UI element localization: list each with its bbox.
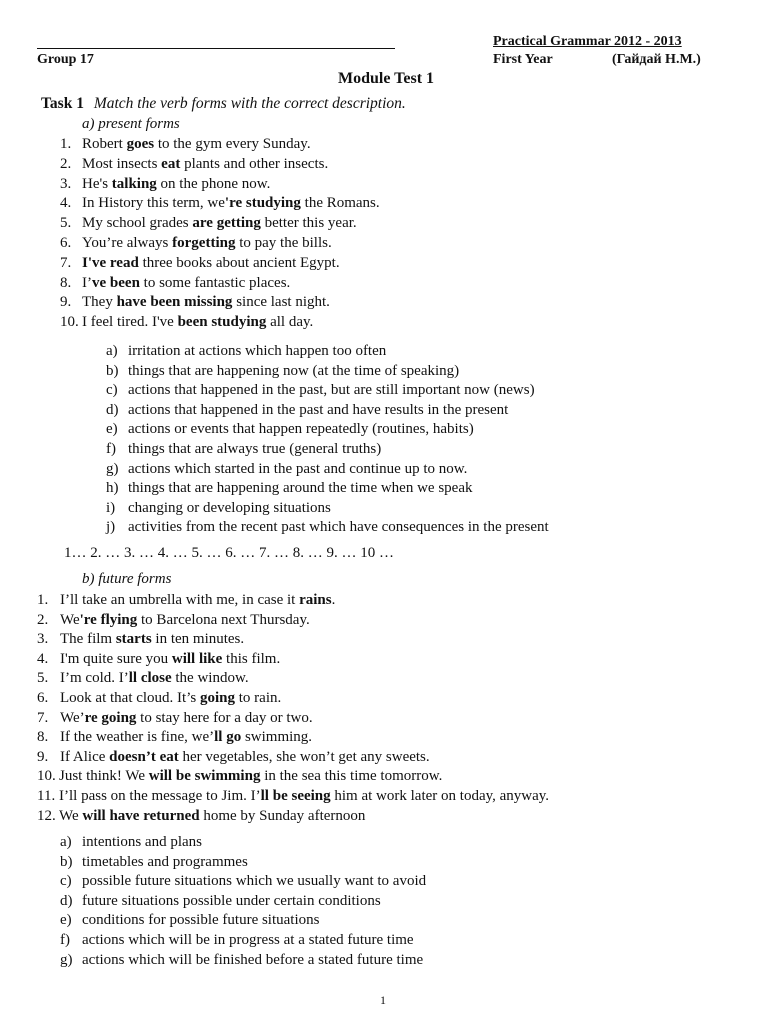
description-option — [106, 461, 467, 478]
answer-line: 1… 2. … 3. … 4. … 5. … 6. … 7. … 8. … 9. … 10 … — [64, 545, 394, 561]
option-text: timetables and programmes — [82, 853, 248, 870]
sentence-number: 2. — [60, 155, 72, 172]
sentence-verb-form: forgetting — [172, 235, 236, 251]
description-option — [106, 363, 459, 380]
option-letter: a) — [60, 834, 72, 850]
sentence-number: 9. — [37, 748, 49, 765]
sentence-text — [59, 768, 442, 785]
option-letter: j) — [106, 519, 116, 536]
sentence-number: 7. — [60, 254, 72, 271]
sentence-number: 5. — [37, 670, 49, 687]
sentence-verb-form: starts — [115, 631, 152, 648]
sentence-verb-form: ve been — [92, 274, 140, 291]
sentence-number: 11. — [37, 788, 56, 804]
description-option — [106, 500, 331, 517]
sentence-post: on the phone now. — [156, 175, 271, 192]
task-instruction: Match the verb forms with the correct description. — [93, 95, 406, 112]
sentence-post: her vegetables, she won’t get any sweets. — [178, 748, 430, 765]
description-option — [60, 912, 319, 929]
sentence-post: three books about ancient Egypt. — [138, 254, 340, 271]
description-option — [106, 343, 386, 360]
sentence-pre: In History this term, we — [82, 195, 225, 212]
option-letter: e) — [106, 421, 118, 438]
sentence-pre: If the weather is fine, we’ — [60, 729, 215, 746]
sentence-text — [59, 788, 549, 805]
sentence-pre: Look at that cloud. It’s — [60, 690, 200, 706]
sentence-pre: I’ — [82, 274, 92, 291]
sentence-post: in ten minutes. — [151, 631, 245, 648]
part-b-heading: b) future forms — [82, 571, 172, 587]
option-letter: f) — [60, 932, 70, 948]
sentence-number: 3. — [60, 175, 72, 192]
sentence-post: plants and other insects. — [180, 155, 329, 172]
description-option — [106, 402, 508, 419]
task-heading — [41, 95, 406, 113]
sentence-text — [60, 612, 310, 629]
sentence-text — [60, 710, 313, 727]
sentence-verb-form: ll be seeing — [260, 788, 331, 804]
sentence-text — [82, 176, 270, 193]
sentence-verb-form: 're studying — [224, 195, 301, 212]
option-letter: d) — [60, 892, 73, 909]
sentence-number: 12. — [37, 807, 56, 824]
sentence-number: 6. — [37, 690, 49, 706]
sentence-number: 8. — [60, 274, 72, 291]
sentence-verb-form: rains — [299, 592, 332, 608]
group-label: Group 17 — [37, 52, 94, 67]
option-letter: a) — [106, 343, 118, 359]
sentence-text — [60, 749, 430, 766]
option-text: intentions and plans — [82, 834, 202, 850]
sentence-text — [82, 195, 380, 212]
sentence-text — [82, 255, 340, 272]
sentence-text — [60, 651, 280, 668]
sentence-number: 10. — [60, 314, 79, 331]
description-option — [106, 421, 474, 438]
course-title: Practical Grammar 2012 - 2013 — [493, 34, 682, 49]
sentence-post: to some fantastic places. — [139, 274, 291, 291]
sentence-verb-form: will be swimming — [148, 768, 261, 785]
sentence-post: better this year. — [260, 215, 357, 232]
sentence-verb-form: are getting — [192, 215, 261, 232]
option-letter: b) — [106, 362, 119, 379]
sentence-post: since last night. — [232, 294, 330, 311]
sentence-pre: Just think! We — [59, 768, 149, 785]
sentence-post: to Barcelona next Thursday. — [137, 611, 310, 628]
option-text: actions which will be in progress at a stated future time — [82, 932, 414, 948]
sentence-number: 4. — [37, 650, 49, 667]
name-line — [37, 48, 395, 49]
sentence-number: 4. — [60, 195, 72, 212]
option-letter: c) — [60, 873, 72, 890]
sentence-pre: We — [59, 807, 83, 824]
description-option — [60, 932, 414, 949]
sentence-post: to stay here for a day or two. — [136, 709, 313, 726]
sentence-number: 6. — [60, 235, 72, 251]
description-option — [106, 519, 549, 536]
sentence-verb-form: eat — [161, 155, 181, 172]
sentence-pre: They — [82, 294, 117, 311]
option-letter: b) — [60, 853, 73, 870]
description-option — [60, 834, 202, 851]
sentence-pre: You’re always — [82, 235, 173, 251]
option-letter: h) — [106, 480, 119, 497]
option-text: actions or events that happen repeatedly (routines, habits) — [128, 421, 474, 438]
description-option — [106, 382, 535, 399]
sentence-verb-form: re going — [84, 709, 137, 726]
sentence-post: the Romans. — [300, 195, 380, 212]
sentence-pre: I’ll take an umbrella with me, in case it — [60, 592, 300, 608]
sentence-post: in the sea this time tomorrow. — [260, 768, 443, 785]
sentence-number: 5. — [60, 215, 72, 232]
sentence-post: him at work later on today, anyway. — [330, 788, 550, 804]
sentence-number: 9. — [60, 294, 72, 311]
sentence-text — [82, 235, 332, 252]
sentence-post: to pay the bills. — [235, 235, 332, 251]
sentence-pre: I’m cold. I’ — [60, 670, 129, 687]
description-option — [60, 873, 426, 890]
description-option — [60, 952, 423, 969]
sentence-number: 1. — [60, 136, 72, 152]
option-letter: d) — [106, 401, 119, 418]
sentence-post: swimming. — [241, 729, 313, 746]
sentence-post: to rain. — [235, 690, 282, 706]
sentence-text — [82, 294, 330, 311]
option-letter: e) — [60, 912, 72, 929]
option-text: things that are happening now (at the time of speaking) — [128, 362, 460, 379]
part-a-heading: a) present forms — [82, 116, 180, 132]
option-text: changing or developing situations — [128, 499, 331, 516]
sentence-verb-form: talking — [111, 175, 157, 192]
option-text: irritation at actions which happen too often — [128, 343, 387, 359]
option-text: things that are always true (general truths) — [128, 441, 382, 457]
sentence-number: 7. — [37, 709, 49, 726]
sentence-text — [60, 592, 335, 609]
description-option — [60, 893, 381, 910]
sentence-text — [60, 729, 312, 746]
sentence-verb-form: ll close — [128, 670, 172, 687]
option-letter: g) — [106, 460, 119, 477]
sentence-text — [60, 670, 249, 687]
year-label: First Year — [493, 52, 553, 67]
sentence-pre: If Alice — [60, 748, 110, 765]
option-text: actions that happened in the past, but are still important now (news) — [128, 382, 535, 399]
sentence-text — [82, 275, 290, 292]
sentence-verb-form: doesn’t eat — [109, 748, 179, 765]
sentence-text — [82, 314, 313, 331]
page-number: 1 — [380, 993, 386, 1007]
sentence-pre: We — [60, 611, 80, 628]
sentence-text — [82, 156, 328, 173]
sentence-verb-form: will have returned — [82, 807, 200, 824]
sentence-pre: I'm quite sure you — [60, 650, 172, 667]
option-text: actions which will be finished before a stated future time — [82, 951, 424, 968]
sentence-post: all day. — [266, 314, 314, 331]
option-text: conditions for possible future situations — [82, 912, 320, 929]
sentence-text — [82, 215, 357, 232]
sentence-number: 10. — [37, 768, 56, 785]
sentence-verb-form: been studying — [177, 314, 267, 331]
option-text: actions which started in the past and continue up to now. — [128, 460, 468, 477]
sentence-verb-form: I've read — [82, 254, 139, 271]
option-letter: i) — [106, 499, 116, 516]
sentence-pre: I’ll pass on the message to Jim. I’ — [59, 788, 261, 804]
sentence-text — [82, 136, 311, 153]
sentence-text — [60, 631, 244, 648]
sentence-text — [60, 690, 281, 707]
sentence-number: 3. — [37, 631, 49, 648]
option-letter: c) — [106, 382, 118, 399]
sentence-pre: He's — [82, 175, 112, 192]
sentence-post: . — [331, 592, 336, 608]
description-option — [106, 480, 472, 497]
option-letter: f) — [106, 441, 116, 457]
sentence-post: the window. — [171, 670, 249, 687]
teacher-name: (Гайдай Н.М.) — [612, 52, 701, 67]
sentence-verb-form: ll go — [214, 729, 242, 746]
task-label: Task 1 — [41, 95, 84, 112]
sentence-number: 1. — [37, 592, 49, 608]
sentence-pre: I feel tired. I've — [82, 314, 178, 331]
sentence-pre: Robert — [82, 136, 127, 152]
description-option — [60, 854, 248, 871]
option-text: things that are happening around the time when we speak — [128, 480, 473, 497]
sentence-number: 2. — [37, 611, 49, 628]
sentence-post: home by Sunday afternoon — [199, 807, 366, 824]
option-text: future situations possible under certain conditions — [82, 892, 381, 909]
description-option — [106, 441, 381, 458]
sentence-verb-form: have been missing — [116, 294, 233, 311]
option-text: actions that happened in the past and have results in the present — [128, 401, 509, 418]
sentence-verb-form: will like — [171, 650, 223, 667]
sentence-post: this film. — [222, 650, 281, 667]
option-text: activities from the recent past which have consequences in the present — [128, 519, 549, 536]
sentence-pre: Most insects — [82, 155, 162, 172]
sentence-pre: My school grades — [82, 215, 193, 232]
sentence-pre: The film — [60, 631, 116, 648]
option-letter: g) — [60, 951, 73, 968]
sentence-post: to the gym every Sunday. — [154, 136, 311, 152]
sentence-number: 8. — [37, 729, 49, 746]
sentence-verb-form: goes — [126, 136, 155, 152]
page-title: Module Test 1 — [338, 70, 435, 87]
sentence-pre: We’ — [60, 709, 85, 726]
sentence-verb-form: 're flying — [79, 611, 138, 628]
sentence-verb-form: going — [199, 690, 235, 706]
sentence-text — [59, 808, 365, 825]
option-text: possible future situations which we usually want to avoid — [82, 873, 427, 890]
